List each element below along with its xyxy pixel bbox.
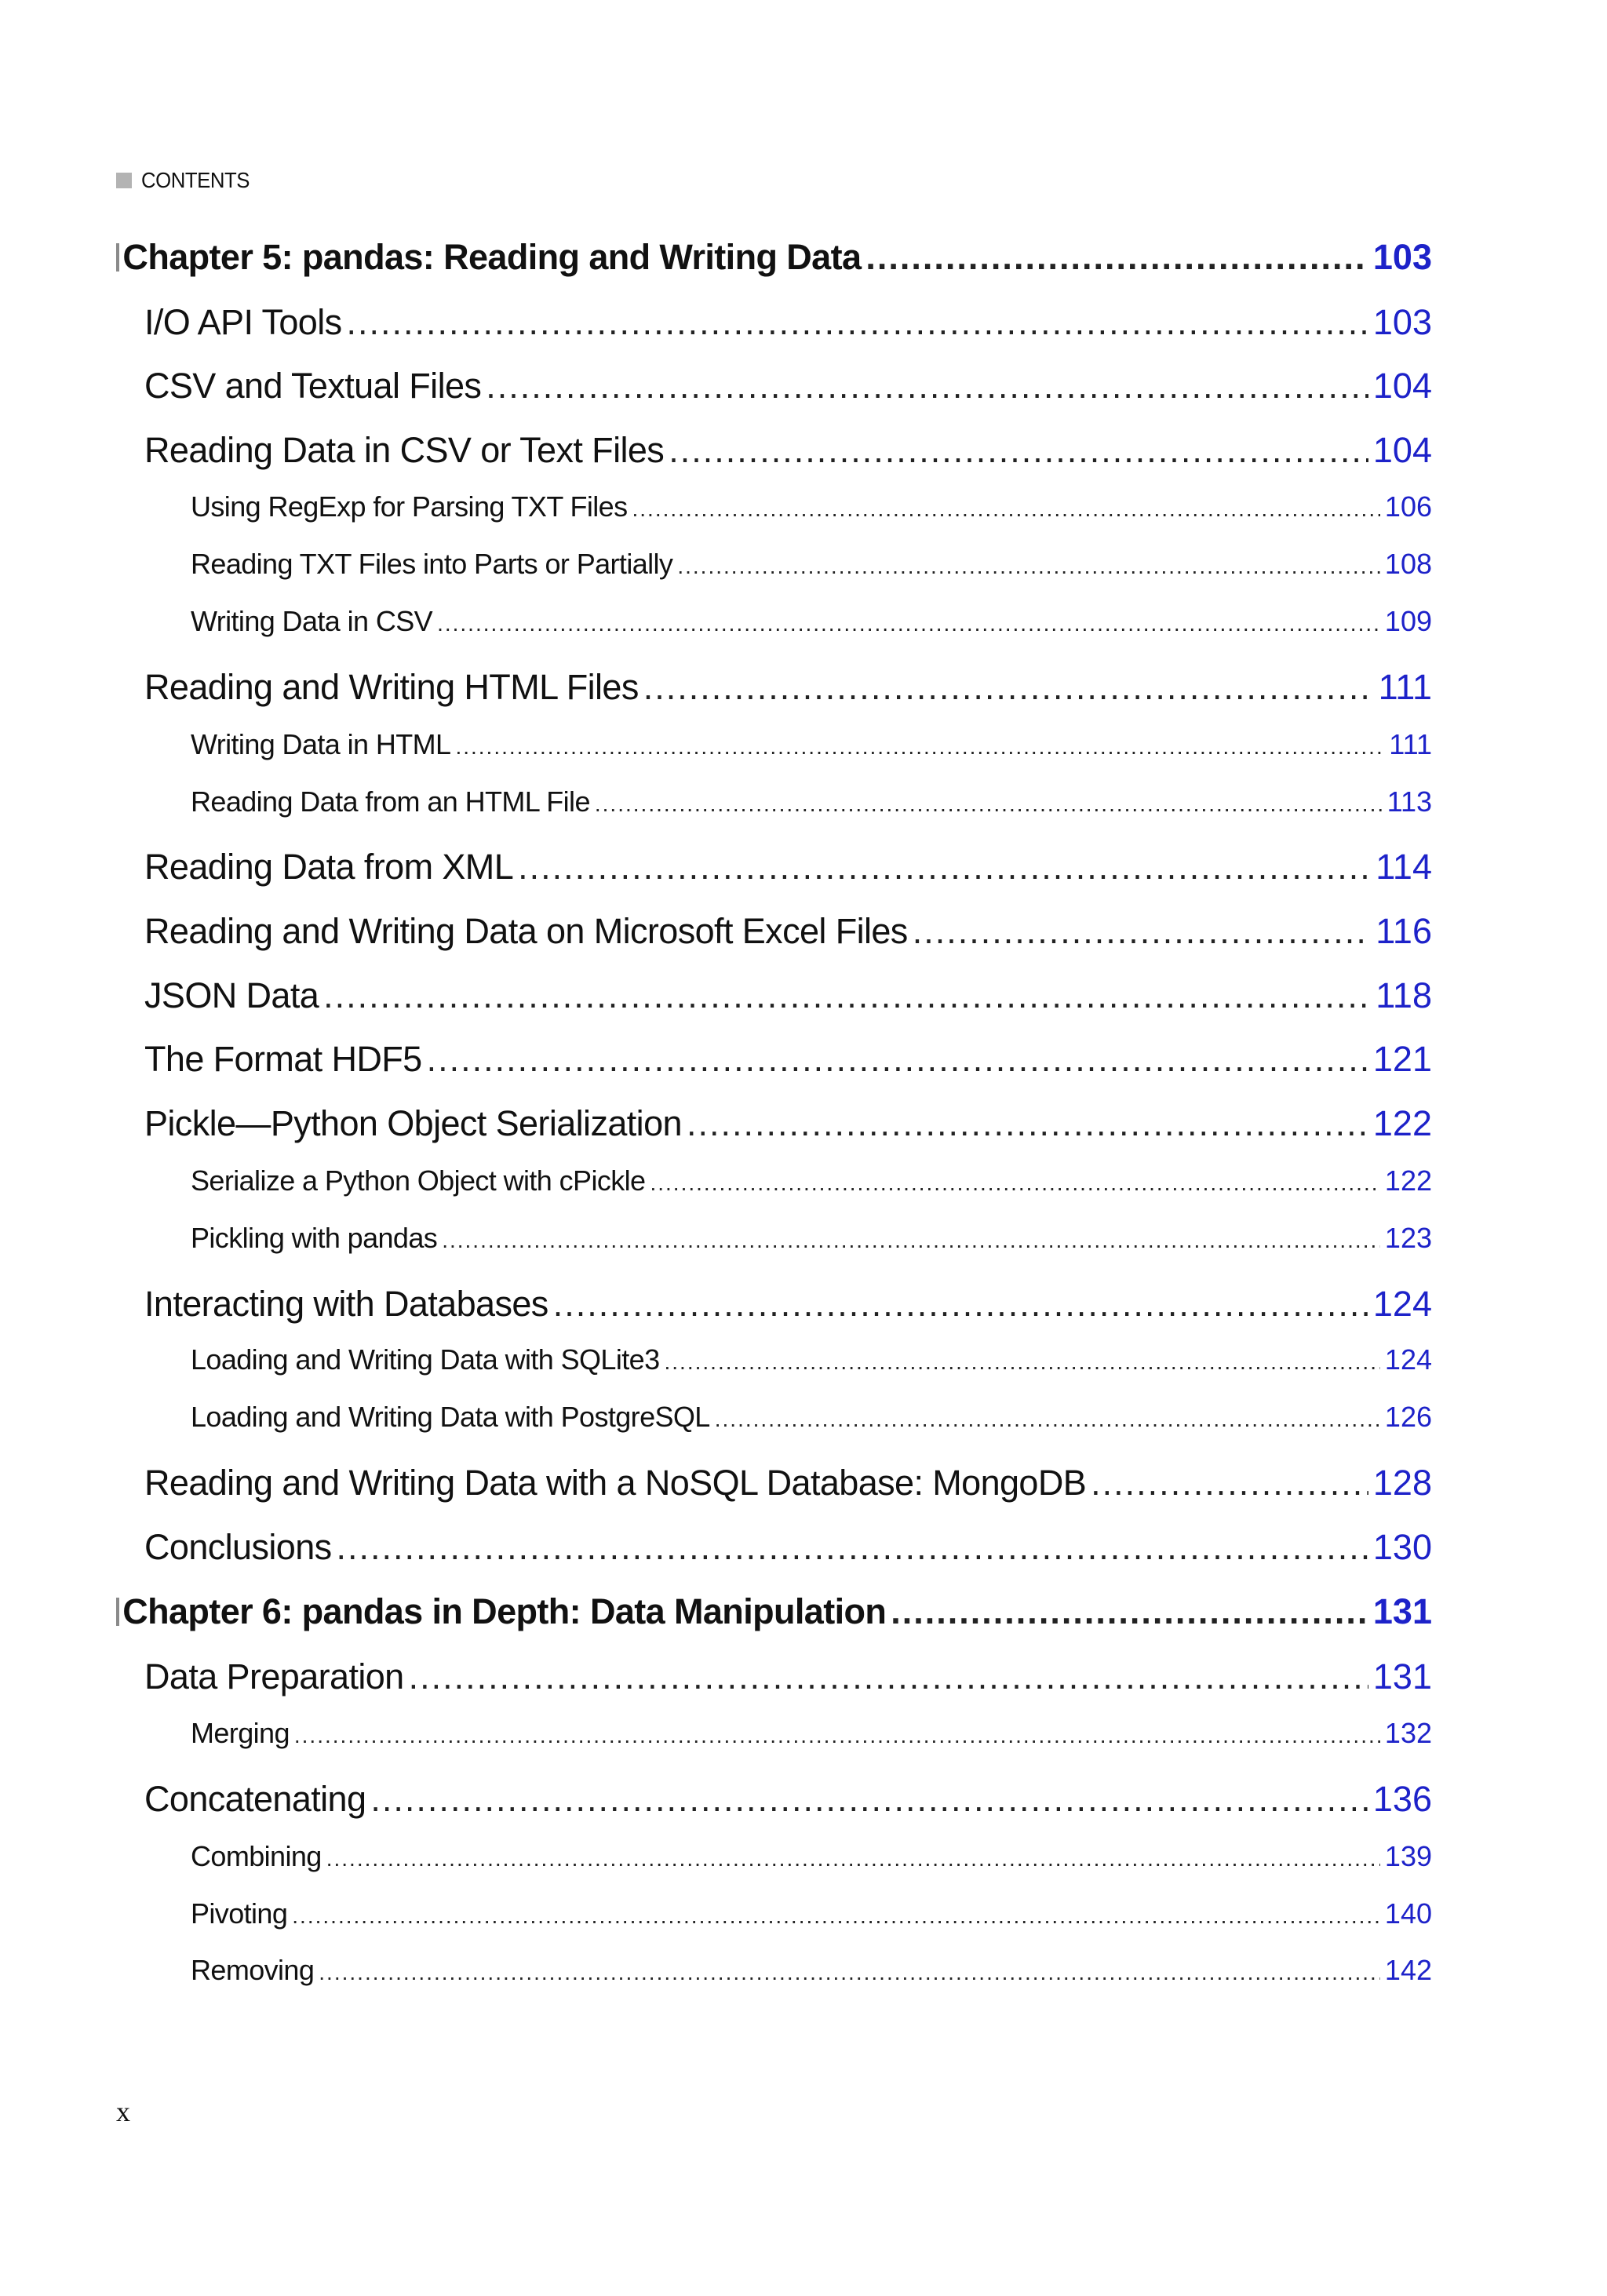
dot-leader bbox=[319, 1960, 1380, 1985]
toc-entry-page-number: 131 bbox=[1372, 1656, 1432, 1696]
dot-leader bbox=[595, 792, 1383, 817]
dot-leader bbox=[294, 1723, 1380, 1748]
toc-entry-title: Pickling with pandas bbox=[191, 1222, 438, 1254]
toc-entry-title: Reading Data in CSV or Text Files bbox=[144, 430, 665, 470]
toc-entry-page-number: 130 bbox=[1372, 1527, 1432, 1567]
toc-entry-page-number: 131 bbox=[1372, 1591, 1432, 1631]
toc-entry-page-number: 122 bbox=[1372, 1103, 1432, 1143]
dot-leader bbox=[323, 975, 1371, 1016]
toc-entry-title: Serialize a Python Object with cPickle bbox=[191, 1164, 646, 1197]
dot-leader bbox=[409, 1656, 1368, 1697]
toc-entry-page-number: 113 bbox=[1387, 785, 1432, 818]
toc-entry-title: Reading Data from an HTML File bbox=[191, 785, 590, 818]
toc-section-entry[interactable] bbox=[144, 1103, 1432, 1144]
toc-entry-title: Pivoting bbox=[191, 1897, 288, 1930]
toc-entry-page-number: 124 bbox=[1384, 1343, 1432, 1376]
dot-leader bbox=[292, 1904, 1380, 1929]
toc-section-entry[interactable] bbox=[144, 1656, 1432, 1697]
toc-section-entry[interactable] bbox=[144, 911, 1432, 952]
dot-leader bbox=[650, 1171, 1379, 1196]
toc-entry-page-number: 108 bbox=[1384, 548, 1432, 580]
toc-entry-title: Reading and Writing HTML Files bbox=[144, 667, 639, 707]
toc-entry-title: Reading Data from XML bbox=[144, 847, 514, 887]
chapter-square-icon bbox=[116, 243, 119, 272]
toc-section-entry[interactable] bbox=[144, 430, 1432, 471]
toc-entry-title: Removing bbox=[191, 1954, 315, 1986]
toc-entry-title: Data Preparation bbox=[144, 1656, 404, 1696]
toc-subsection-entry[interactable] bbox=[191, 1401, 1432, 1434]
toc-entry-title: Chapter 6: pandas in Depth: Data Manipulation bbox=[122, 1591, 887, 1631]
toc-subsection-entry[interactable] bbox=[191, 548, 1432, 581]
toc-subsection-entry[interactable] bbox=[191, 1897, 1432, 1930]
toc-entry-page-number: 111 bbox=[1378, 667, 1432, 707]
toc-entry-title: I/O API Tools bbox=[144, 302, 342, 342]
toc-subsection-entry[interactable] bbox=[191, 728, 1432, 761]
running-header bbox=[116, 168, 259, 193]
toc-entry-page-number: 128 bbox=[1372, 1463, 1432, 1503]
dot-leader bbox=[715, 1407, 1380, 1432]
dot-leader bbox=[665, 1350, 1380, 1375]
toc-entry-page-number: 122 bbox=[1384, 1164, 1432, 1197]
dot-leader bbox=[370, 1779, 1368, 1820]
dot-leader bbox=[677, 554, 1380, 579]
toc-subsection-entry[interactable] bbox=[191, 1222, 1432, 1255]
toc-entry-title: JSON Data bbox=[144, 975, 319, 1015]
toc-subsection-entry[interactable] bbox=[191, 1343, 1432, 1376]
toc-entry-page-number: 111 bbox=[1389, 728, 1432, 760]
toc-section-entry[interactable] bbox=[144, 667, 1432, 708]
toc-entry-page-number: 142 bbox=[1384, 1954, 1432, 1986]
toc-entry-page-number: 118 bbox=[1376, 975, 1432, 1015]
dot-leader bbox=[437, 611, 1380, 636]
dot-leader bbox=[427, 1039, 1368, 1080]
toc-entry-page-number: 104 bbox=[1372, 366, 1432, 406]
dot-leader bbox=[643, 667, 1374, 708]
toc-entry-page-number: 124 bbox=[1372, 1284, 1432, 1324]
toc-entry-page-number: 116 bbox=[1376, 911, 1432, 951]
toc-entry-title: Concatenating bbox=[144, 1779, 366, 1819]
toc-entry-page-number: 114 bbox=[1376, 847, 1432, 887]
toc-entry-title: Loading and Writing Data with SQLite3 bbox=[191, 1343, 660, 1376]
toc-subsection-entry[interactable] bbox=[191, 1164, 1432, 1197]
toc-entry-title: Using RegExp for Parsing TXT Files bbox=[191, 490, 628, 523]
toc-subsection-entry[interactable] bbox=[191, 1954, 1432, 1987]
toc-subsection-entry[interactable] bbox=[191, 1840, 1432, 1873]
toc-entry-title: Merging bbox=[191, 1717, 290, 1749]
toc-entry-page-number: 132 bbox=[1384, 1717, 1432, 1749]
toc-entry-page-number: 126 bbox=[1384, 1401, 1432, 1433]
toc-entry-title: Loading and Writing Data with PostgreSQL bbox=[191, 1401, 710, 1433]
toc-section-entry[interactable] bbox=[144, 302, 1432, 343]
toc-entry-title: Interacting with Databases bbox=[144, 1284, 548, 1324]
dot-leader bbox=[669, 430, 1368, 471]
toc-section-entry[interactable] bbox=[144, 1779, 1432, 1820]
dot-leader bbox=[891, 1591, 1368, 1632]
toc-entry-title: Writing Data in CSV bbox=[191, 605, 433, 637]
toc-entry-page-number: 103 bbox=[1372, 302, 1432, 342]
toc-entry-page-number: 106 bbox=[1384, 490, 1432, 523]
toc-entry-page-number: 109 bbox=[1384, 605, 1432, 637]
dot-leader bbox=[632, 497, 1380, 522]
toc-section-entry[interactable] bbox=[144, 1039, 1432, 1080]
dot-leader bbox=[486, 366, 1368, 406]
toc-entry-page-number: 123 bbox=[1384, 1222, 1432, 1254]
dot-leader bbox=[326, 1846, 1380, 1871]
toc-entry-page-number: 139 bbox=[1384, 1840, 1432, 1872]
toc-entry-title: Reading TXT Files into Parts or Partially bbox=[191, 548, 673, 580]
toc-entry-title: Chapter 5: pandas: Reading and Writing Data bbox=[122, 237, 862, 277]
chapter-square-icon bbox=[116, 1598, 119, 1626]
dot-leader bbox=[913, 911, 1372, 952]
toc-entry-title: Reading and Writing Data with a NoSQL Database: MongoDB bbox=[144, 1463, 1087, 1503]
page-number-footer: x bbox=[116, 2096, 130, 2127]
toc-subsection-entry[interactable] bbox=[191, 1717, 1432, 1750]
toc-entry-page-number: 136 bbox=[1372, 1779, 1432, 1819]
toc-section-entry[interactable] bbox=[144, 1463, 1432, 1503]
dot-leader bbox=[442, 1228, 1380, 1253]
toc-entry-page-number: 121 bbox=[1372, 1039, 1432, 1079]
toc-section-entry[interactable] bbox=[144, 1527, 1432, 1568]
dot-leader bbox=[337, 1527, 1368, 1568]
toc-section-entry[interactable] bbox=[144, 847, 1432, 887]
toc-entry-page-number: 103 bbox=[1372, 237, 1432, 277]
header-square-icon bbox=[116, 173, 132, 188]
dot-leader bbox=[1091, 1463, 1368, 1503]
dot-leader bbox=[687, 1103, 1368, 1144]
toc-entry-title: Combining bbox=[191, 1840, 322, 1872]
dot-leader bbox=[455, 734, 1384, 760]
toc-subsection-entry[interactable] bbox=[191, 490, 1432, 523]
toc-section-entry[interactable] bbox=[144, 975, 1432, 1016]
toc-subsection-entry[interactable] bbox=[191, 605, 1432, 638]
toc-entry-page-number: 104 bbox=[1372, 430, 1432, 470]
header-label: CONTENTS bbox=[141, 168, 250, 192]
toc-entry-title: Pickle—Python Object Serialization bbox=[144, 1103, 682, 1143]
toc-chapter-entry[interactable] bbox=[116, 1591, 1432, 1632]
toc-entry-title: CSV and Textual Files bbox=[144, 366, 482, 406]
dot-leader bbox=[865, 237, 1368, 278]
toc-chapter-entry[interactable] bbox=[116, 237, 1432, 278]
toc-section-entry[interactable] bbox=[144, 1284, 1432, 1325]
dot-leader bbox=[347, 302, 1368, 343]
toc-entry-title: Conclusions bbox=[144, 1527, 332, 1567]
toc-entry-page-number: 140 bbox=[1384, 1897, 1432, 1930]
toc-section-entry[interactable] bbox=[144, 366, 1432, 406]
dot-leader bbox=[553, 1284, 1368, 1325]
toc-entry-title: The Format HDF5 bbox=[144, 1039, 422, 1079]
toc-subsection-entry[interactable] bbox=[191, 785, 1432, 818]
dot-leader bbox=[518, 847, 1371, 887]
toc-entry-title: Writing Data in HTML bbox=[191, 728, 451, 760]
toc-entry-title: Reading and Writing Data on Microsoft Excel Files bbox=[144, 911, 908, 951]
